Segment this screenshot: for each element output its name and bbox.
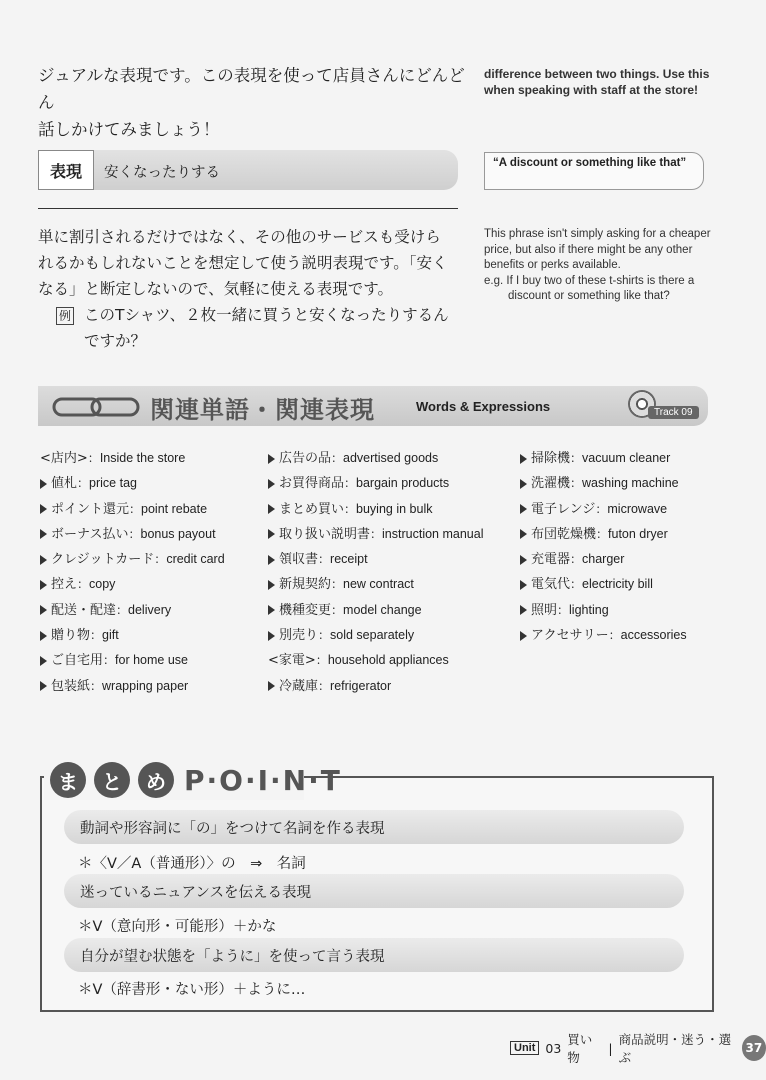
words-title-en: Words & Expressions	[416, 399, 551, 414]
arrow-icon	[268, 504, 275, 514]
word-en: credit card	[166, 552, 225, 567]
word-item	[40, 648, 225, 673]
point-circle-3: め	[138, 762, 174, 798]
arrow-icon	[40, 656, 47, 666]
word-en: advertised goods	[343, 451, 439, 465]
word-en: Inside the store	[99, 451, 186, 465]
unit-number: 03	[545, 1040, 562, 1056]
word-jp: 充電器	[531, 552, 571, 568]
arrow-icon	[40, 504, 47, 514]
word-item	[520, 598, 687, 623]
word-item	[268, 522, 483, 547]
word-en: point rebate	[141, 501, 208, 516]
arrow-icon	[520, 529, 527, 539]
arrow-icon	[268, 555, 275, 565]
word-jp: 布団乾燥機	[531, 526, 597, 542]
colon: ：	[128, 526, 141, 541]
word-jp: 取り扱い説明書	[279, 526, 371, 542]
word-en: bargain products	[356, 476, 450, 491]
word-list-col2	[268, 446, 483, 699]
arrow-icon	[268, 479, 275, 489]
word-en: microwave	[607, 501, 668, 516]
colon: ：	[344, 501, 357, 516]
word-item	[268, 648, 483, 673]
word-jp: 照明	[531, 602, 558, 618]
track-label[interactable]: Track 09	[648, 406, 699, 419]
word-en: lighting	[569, 602, 609, 617]
arrow-icon	[40, 529, 47, 539]
intro-jp-line2: 話しかけてみましょう！	[38, 120, 220, 139]
word-jp: 包装紙	[51, 678, 91, 694]
expression-bar	[38, 150, 458, 190]
word-jp: 電気代	[531, 577, 571, 593]
word-item	[268, 572, 483, 597]
word-en: copy	[89, 577, 116, 592]
word-en: delivery	[128, 602, 172, 617]
word-item	[40, 497, 225, 522]
word-en: sold separately	[330, 628, 415, 643]
word-item	[268, 547, 483, 572]
colon: ：	[129, 501, 142, 516]
colon: ：	[608, 628, 621, 643]
word-item	[40, 446, 225, 471]
arrow-icon	[268, 605, 275, 615]
intro-jp	[38, 62, 468, 143]
point-item-3-formula: ＊V（辞書形・ない形）＋ように…	[78, 982, 306, 998]
separator: |	[608, 1040, 613, 1056]
colon: ：	[570, 577, 583, 592]
word-item	[40, 598, 225, 623]
word-en: receipt	[330, 552, 368, 567]
word-jp: 領収書	[279, 552, 319, 568]
word-en: charger	[582, 552, 625, 567]
arrow-icon	[520, 555, 527, 565]
example-line2: ですか？	[84, 332, 147, 350]
intro-en: difference between two things. Use this when speaking with staff at the store!	[484, 67, 710, 97]
page-number: 37	[742, 1035, 766, 1061]
word-jp: 配送・配達	[51, 602, 117, 618]
word-item	[40, 471, 225, 496]
word-jp: 掃除機	[531, 451, 571, 466]
arrow-icon	[268, 529, 275, 539]
word-jp: 機種変更	[279, 602, 332, 618]
section-name: 買い物	[567, 1032, 593, 1065]
arrow-icon	[40, 555, 47, 565]
arrow-icon	[268, 681, 275, 691]
word-en: household appliances	[327, 653, 449, 668]
word-en: refrigerator	[330, 678, 392, 693]
colon: ：	[90, 678, 103, 693]
word-jp: まとめ買い	[279, 501, 345, 517]
word-jp: 値札	[51, 476, 78, 492]
expression-phrase: 安くなったりする	[104, 165, 220, 181]
word-en: accessories	[620, 628, 687, 643]
colon: ：	[90, 628, 103, 643]
point-circle-2: と	[94, 762, 130, 798]
arrow-icon	[520, 580, 527, 590]
colon: ：	[331, 451, 344, 465]
arrow-icon	[40, 605, 47, 615]
colon: ：	[318, 552, 331, 567]
word-en: washing machine	[582, 476, 679, 491]
explanation-en-line1: This phrase isn't simply asking for a cheaper price, but also if there might be any other benefits or perks available.	[484, 228, 711, 271]
colon: ：	[331, 602, 344, 617]
colon: ：	[77, 577, 90, 592]
word-jp: ご自宅用	[51, 653, 104, 669]
expression-translation: “A discount or something like that”	[484, 152, 704, 190]
point-circle-1: ま	[50, 762, 86, 798]
word-en: price tag	[89, 476, 137, 491]
colon: ：	[557, 602, 570, 617]
colon: ：	[370, 526, 383, 541]
word-item	[40, 674, 225, 699]
arrow-icon	[268, 580, 275, 590]
word-item	[268, 471, 483, 496]
colon: ：	[116, 602, 129, 617]
colon: ：	[315, 653, 328, 668]
colon: ：	[87, 451, 100, 465]
page-subtitle: 商品説明・迷う・選ぶ	[618, 1032, 732, 1065]
word-item	[40, 572, 225, 597]
word-item	[268, 446, 483, 471]
word-item	[520, 572, 687, 597]
explanation-jp	[38, 224, 468, 354]
arrow-icon	[40, 479, 47, 489]
example-mark: 例	[56, 307, 74, 325]
word-jp: 別売り	[279, 628, 319, 644]
word-en: new contract	[343, 577, 414, 592]
word-item	[268, 598, 483, 623]
example-text1: このTシャツ、２枚一緒に買うと安くなったりするん	[84, 306, 449, 324]
word-jp: ポイント還元	[51, 501, 130, 517]
point-item-1-title: 動詞や形容詞に「の」をつけて名詞を作る表現	[64, 810, 684, 844]
word-jp: 冷蔵庫	[279, 678, 319, 694]
colon: ：	[77, 476, 90, 491]
divider	[38, 208, 458, 209]
word-en: for home use	[115, 653, 188, 668]
word-item	[268, 497, 483, 522]
arrow-icon	[520, 504, 527, 514]
word-jp: 新規契約	[279, 577, 332, 593]
word-jp: 贈り物	[51, 628, 91, 644]
point-item-2-title: 迷っているニュアンスを伝える表現	[64, 874, 684, 908]
footer	[510, 1030, 766, 1066]
word-item	[40, 547, 225, 572]
word-en: electricity bill	[582, 577, 653, 592]
colon: ：	[103, 653, 116, 668]
unit-label: Unit	[510, 1041, 539, 1055]
arrow-icon	[40, 580, 47, 590]
word-jp: <家電>	[268, 653, 316, 669]
word-item	[40, 522, 225, 547]
word-en: buying in bulk	[356, 501, 433, 516]
word-en: bonus payout	[140, 526, 216, 541]
word-list-col3	[520, 446, 687, 648]
explanation-en	[484, 227, 724, 305]
colon: ：	[570, 476, 583, 491]
word-jp: ボーナス払い	[51, 526, 129, 542]
word-item	[268, 623, 483, 648]
colon: ：	[570, 451, 583, 465]
words-title-jp: 関連単語・関連表現	[150, 396, 375, 424]
point-item-2-formula: ＊V（意向形・可能形）＋かな	[78, 919, 277, 935]
word-jp: 電子レンジ	[531, 501, 596, 517]
arrow-icon	[40, 631, 47, 641]
word-en: model change	[343, 602, 422, 617]
word-item	[40, 623, 225, 648]
colon: ：	[331, 577, 344, 592]
word-jp: <店内>	[40, 451, 88, 466]
word-item	[268, 674, 483, 699]
colon: ：	[596, 526, 609, 541]
word-en: vacuum cleaner	[582, 451, 671, 465]
word-jp: 洗濯機	[531, 476, 571, 492]
word-item	[520, 446, 687, 471]
word-item	[520, 497, 687, 522]
word-item	[520, 522, 687, 547]
arrow-icon	[268, 454, 275, 464]
colon: ：	[154, 552, 167, 567]
explanation-line2: れるかもしれないことを想定して使う説明表現です。「安く	[38, 254, 448, 272]
word-item	[520, 547, 687, 572]
colon: ：	[595, 501, 608, 516]
arrow-icon	[40, 681, 47, 691]
colon: ：	[344, 476, 357, 491]
arrow-icon	[268, 631, 275, 641]
word-jp: お買得商品	[279, 476, 345, 492]
point-item-3-title: 自分が望む状態を「ように」を使って言う表現	[64, 938, 684, 972]
arrow-icon	[520, 631, 527, 641]
word-jp: 控え	[51, 577, 78, 593]
point-item-1-formula: ＊〈V／A（普通形）〉の ⇒ 名詞	[78, 856, 306, 872]
intro-jp-line1: ジュアルな表現です。この表現を使って店員さんにどんどん	[38, 66, 465, 112]
word-en: gift	[102, 628, 119, 643]
explanation-line1: 単に割引されるだけではなく、その他のサービスも受けら	[38, 228, 441, 246]
colon: ：	[318, 628, 331, 643]
word-en: instruction manual	[382, 526, 484, 541]
colon: ：	[570, 552, 583, 567]
colon: ：	[318, 678, 331, 693]
word-jp: クレジットカード	[51, 552, 155, 568]
explanation-en-line2: e.g. If I buy two of these t-shirts is there a discount or something like that?	[484, 274, 695, 302]
word-item	[520, 471, 687, 496]
arrow-icon	[520, 454, 527, 464]
chain-icon	[52, 396, 142, 418]
example-line1	[38, 302, 468, 328]
word-en: wrapping paper	[102, 678, 189, 693]
explanation-line3: なる」と断定しないので、気軽に使える表現です。	[38, 280, 393, 298]
word-jp: 広告の品	[279, 451, 332, 466]
point-title: P·O·I·N·T	[184, 764, 342, 797]
arrow-icon	[520, 605, 527, 615]
word-jp: アクセサリー	[531, 628, 609, 644]
word-item	[520, 623, 687, 648]
expression-tag: 表現	[38, 150, 94, 190]
arrow-icon	[520, 479, 527, 489]
word-en: futon dryer	[608, 526, 668, 541]
word-list-col1	[40, 446, 225, 699]
